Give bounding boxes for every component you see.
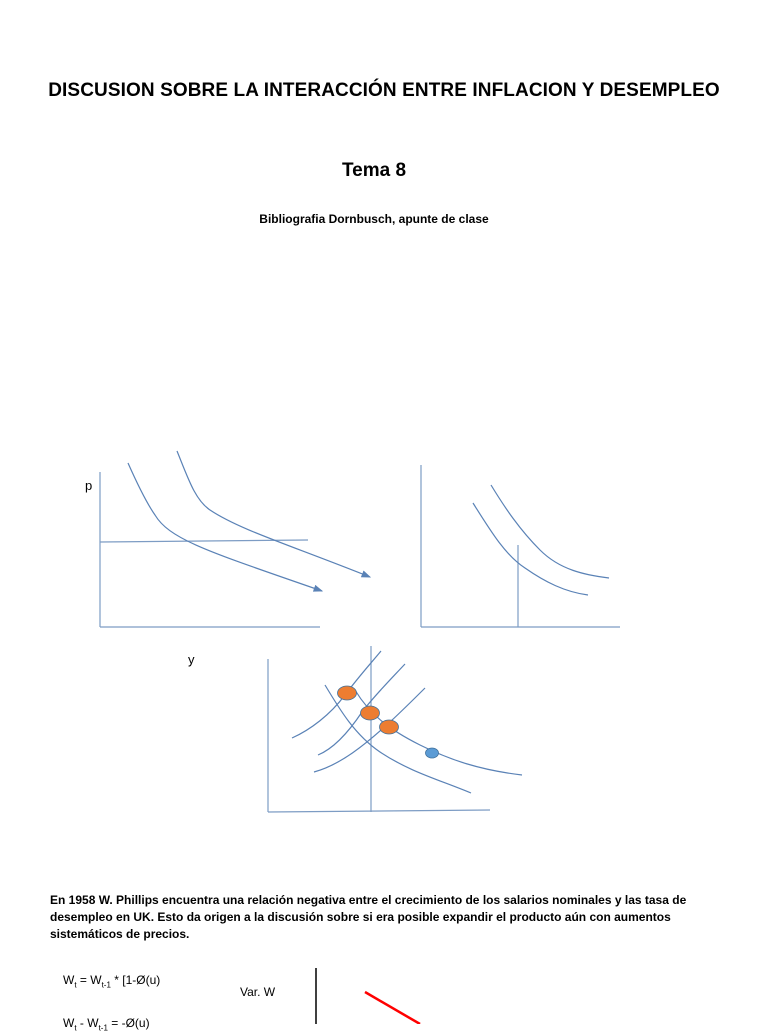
equilibrium-point-3: [380, 720, 399, 734]
fig3-curve-e: [355, 690, 522, 775]
wage-equation-2: [63, 1016, 150, 1032]
bibliography-note: Bibliografia Dornbusch, apunte de clase: [259, 212, 489, 226]
fig1-curve-1: [128, 463, 322, 591]
axis-label-var-w: Var. W: [240, 985, 276, 999]
figure-demand-shift: [100, 451, 370, 627]
wage-equation-1: [63, 973, 160, 989]
eq1-mid-sub: t-1: [101, 980, 111, 990]
fig3-curve-d: [325, 685, 471, 793]
fig3-curve-c: [314, 688, 425, 772]
eq1-mid: = W: [76, 973, 102, 987]
axis-label-p: p: [85, 478, 93, 493]
eq2-lhs-sub: t: [74, 1023, 77, 1032]
figure-supply-shift: [421, 465, 620, 627]
fig2-curve-1: [473, 503, 588, 595]
figure-phillips-curve: [316, 968, 420, 1024]
equilibrium-point-2: [361, 706, 380, 720]
eq1-rhs: * [1-Ø(u): [110, 973, 161, 987]
equilibrium-point-4: [426, 748, 439, 758]
eq2-mid-sub: t-1: [98, 1023, 108, 1032]
document-subtitle: Tema 8: [341, 160, 407, 181]
phillips-curve-line: [365, 992, 420, 1024]
eq1-lhs: W: [63, 973, 75, 987]
eq2-lhs: W: [63, 1016, 75, 1030]
eq2-mid: - W: [76, 1016, 99, 1030]
fig2-curve-2: [491, 485, 609, 578]
eq2-rhs: = -Ø(u): [107, 1016, 150, 1030]
fig3-x-axis: [268, 810, 490, 812]
figure-equilibria: [268, 646, 522, 812]
eq1-lhs-sub: t: [74, 980, 77, 990]
document-title: DISCUSION SOBRE LA INTERACCIÓN ENTRE INFLACION Y DESEMPLEO: [48, 80, 720, 101]
body-paragraph: En 1958 W. Phillips encuentra una relación negativa entre el crecimiento de los salarios nominales y las tasa de desempleo en UK. Esto da origen a la discusión sobre si era posible expandir el producto aún con aumentos sistemáticos de precios.: [50, 893, 687, 941]
equilibrium-point-1: [338, 686, 357, 700]
axis-label-y: y: [188, 652, 195, 667]
fig1-curve-2: [177, 451, 370, 577]
fig3-curve-a: [292, 651, 381, 738]
